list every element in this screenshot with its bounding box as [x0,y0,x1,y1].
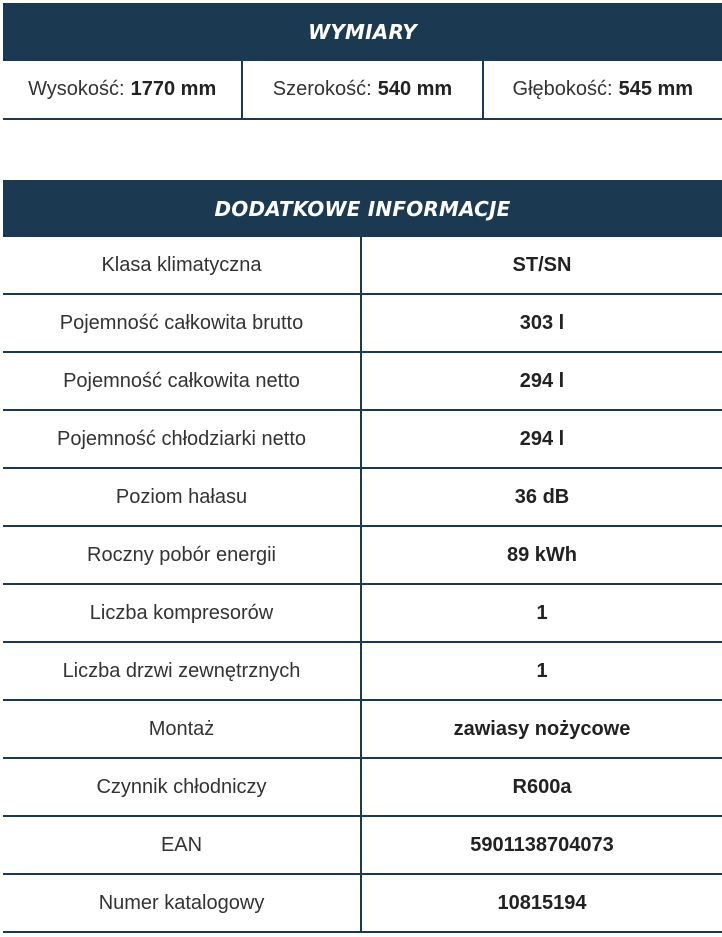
table-row [3,237,722,295]
table-row [3,875,722,933]
row-value: R600a [512,775,572,798]
row-value: 89 kWh [506,543,578,566]
row-value: 36 dB [514,485,570,508]
table-row [3,643,722,701]
row-value: 5901138704073 [470,833,614,856]
row-label: Montaż [3,701,362,757]
dimension-height-value: 1770 mm [130,78,217,100]
table-row [3,411,722,469]
dimension-depth-value: 545 mm [618,78,694,100]
table-row [3,353,722,411]
dimension-height-label: Wysokość: [28,78,125,100]
table-row [3,295,722,353]
row-value: ST/SN [512,253,572,276]
dimension-depth [482,61,722,118]
additional-info-table [3,237,722,933]
dimension-height [3,61,241,118]
row-label: Pojemność chłodziarki netto [3,411,362,467]
row-value: 294 l [519,369,565,392]
dimension-width [241,61,481,118]
row-value: 10815194 [497,891,587,914]
row-label: Liczba kompresorów [3,585,362,641]
row-value: 294 l [519,427,565,450]
row-label: EAN [3,817,362,873]
dimension-depth-label: Głębokość: [512,78,613,100]
table-row [3,817,722,875]
dimension-width-value: 540 mm [377,78,453,100]
row-label: Roczny pobór energii [3,527,362,583]
table-row [3,585,722,643]
row-label: Czynnik chłodniczy [3,759,362,815]
row-value: 1 [536,659,548,682]
additional-info-title: DODATKOWE INFORMACJE [214,196,511,221]
row-label: Klasa klimatyczna [3,237,362,293]
dimensions-title: WYMIARY [308,20,417,44]
row-label: Liczba drzwi zewnętrznych [3,643,362,699]
row-label: Poziom hałasu [3,469,362,525]
table-row [3,701,722,759]
row-label: Pojemność całkowita netto [3,353,362,409]
row-label: Pojemność całkowita brutto [3,295,362,351]
table-row [3,527,722,585]
dimensions-header [3,3,722,61]
additional-info-header [3,180,722,237]
table-row [3,759,722,817]
row-value: zawiasy nożycowe [453,717,631,740]
table-row [3,469,722,527]
dimension-width-label: Szerokość: [272,78,372,100]
row-value: 303 l [519,311,565,334]
row-label: Numer katalogowy [3,875,362,931]
dimensions-row [3,61,722,120]
row-value: 1 [536,601,548,624]
